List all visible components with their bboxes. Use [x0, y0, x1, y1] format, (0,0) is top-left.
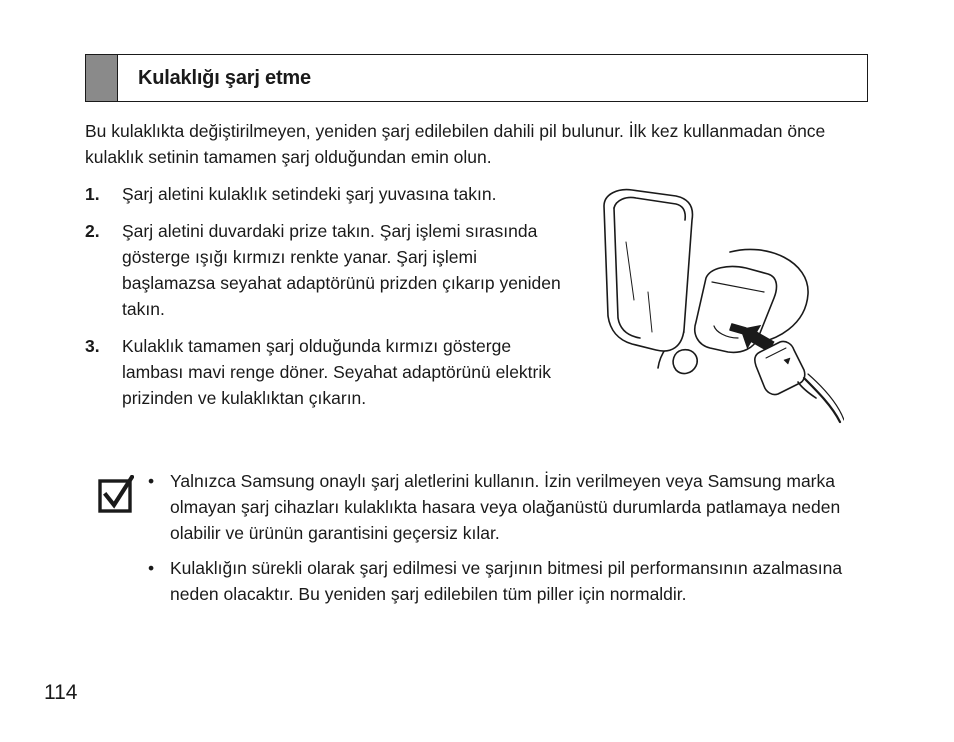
intro-paragraph: Bu kulaklıkta değiştirilmeyen, yeniden şarj edilebilen dahili pil bulunur. İlk kez kullanmadan önce kulaklık setinin tamamen şarj olduğundan emin olun.	[85, 121, 826, 167]
step-item	[85, 181, 565, 207]
note-item	[146, 555, 861, 607]
note-text: Kulaklığın sürekli olarak şarj edilmesi ve şarjının bitmesi pil performansının azalmasına neden olacaktır. Bu yeniden şarj edilebilen tüm piller için normaldir.	[170, 558, 843, 604]
bullet-marker: •	[148, 471, 155, 491]
step-text: Kulaklık tamamen şarj olduğunda kırmızı gösterge lambası mavi renge döner. Seyahat adaptörünü elektrik prizinden ve kulaklıktan çıkarın.	[122, 336, 552, 408]
step-number: 1.	[85, 184, 100, 204]
steps-list	[85, 181, 565, 422]
note-text: Yalnızca Samsung onaylı şarj aletlerini kullanın. İzin verilmeyen veya Samsung marka olmayan şarj cihazları kulaklıkta hasara veya olağanüstü durumlarda patlamaya neden olabilir ve ürünün garantisini geçersiz kılar.	[170, 471, 841, 543]
section-header-tab	[86, 55, 118, 101]
step-text: Şarj aletini duvardaki prize takın. Şarj işlemi sırasında gösterge ışığı kırmızı renkte yanar. Şarj işlemi başlamazsa seyahat adaptörünü prizden çıkarıp yeniden takın.	[122, 221, 561, 319]
section-title: Kulaklığı şarj etme	[138, 67, 311, 89]
step-item	[85, 218, 565, 322]
step-number: 2.	[85, 221, 100, 241]
page-number: 114	[44, 681, 78, 704]
bullet-marker: •	[148, 558, 155, 578]
note-item	[146, 468, 861, 546]
step-item	[85, 333, 565, 411]
section-header	[85, 54, 868, 102]
step-text: Şarj aletini kulaklık setindeki şarj yuvasına takın.	[122, 184, 497, 204]
headset-charging-illustration	[598, 182, 844, 426]
notes-list	[146, 468, 861, 616]
step-number: 3.	[85, 336, 100, 356]
checkbox-note-icon	[98, 475, 134, 513]
